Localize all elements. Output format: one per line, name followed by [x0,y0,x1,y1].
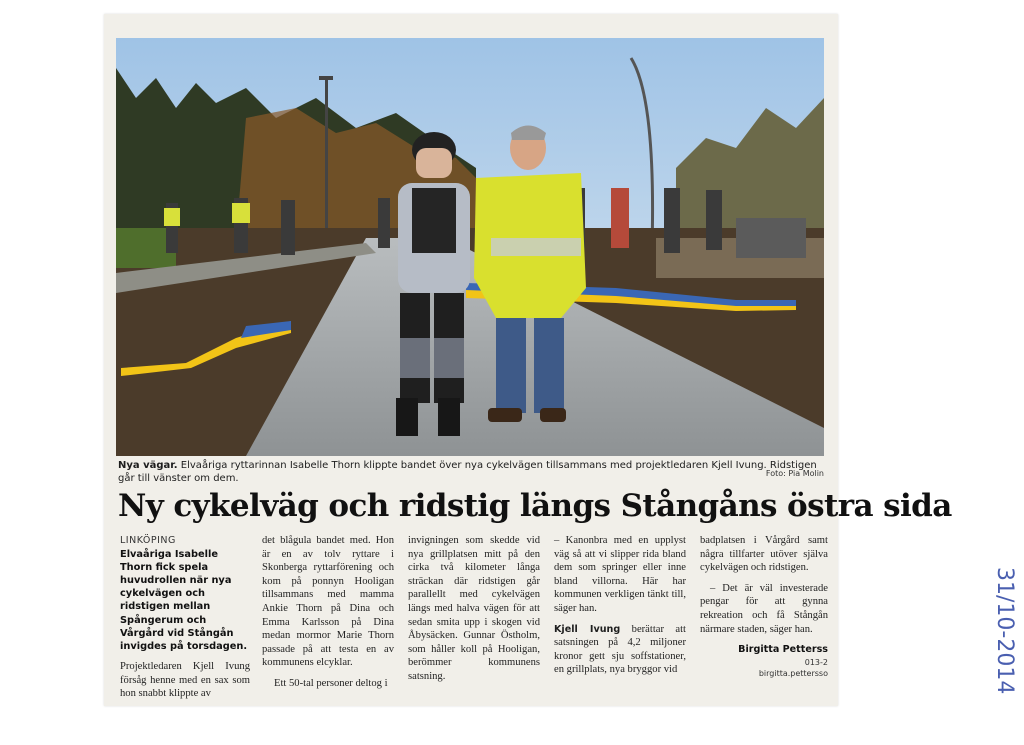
quoted-person-name: Kjell Ivung [554,623,621,635]
column-2-paragraph-1: det blågula bandet med. Hon är en av tolv ryttare i Skonberga ryttarförening och kom på ponnyn Hooligan tillsammans med mamma Ankie Thorn på Dina och Emma Karlsson på Dina medan mormor Marie Thorn passade på att testa en av kommunens elcyklar. [262,535,394,669]
newspaper-clipping [104,14,952,706]
dateline-place: LINKÖPING [120,535,176,546]
author-phone: 013-2 [804,657,828,667]
column-4-paragraph-2 [554,623,686,677]
article-column-4 [554,534,686,684]
column-5-paragraph-1: badplatsen i Vårgård samt några tillfarter utöver själva cykelvägen och ridstigen. [700,535,828,574]
column-4-paragraph-1: – Kanonbra med en upplyst väg så att vi slipper rida bland dem som springer eller inne bland villorna. Här har kommunen verkligen tänkt till, säger han. [554,535,686,614]
column-5-paragraph-2: – Det är väl investerade pengar för att gynna rekreation och få Stångån närmare staden, säger han. [700,582,828,635]
author-signature: Birgitta Petterss [738,644,828,656]
article-column-1 [120,534,250,708]
article-ingress: Elvaåriga Isabelle Thorn fick spela huvudrollen när nya cykelvägen och ridstigen mellan Spångerum och Vårgård vid Stångån invigdes på torsdagen. [120,548,248,653]
column-1-paragraph: Projektledaren Kjell Ivung försåg henne med en sax som hon snabbt klippte av [120,661,250,700]
author-email: birgitta.pettersso [758,668,828,678]
photo-caption [118,459,824,485]
photo-ribbon-cutting-icon [116,38,824,456]
article-column-3 [408,534,540,691]
handwritten-date [968,565,1017,705]
article-column-5 [700,534,828,679]
article-photo [116,38,824,456]
photo-credit: Foto: Pia Molin [765,469,824,478]
caption-text: Elvaåriga ryttarinnan Isabelle Thorn klippte bandet över nya cykelvägen tillsammans med projektledaren Kjell Ivung. Ridstigen går till vänster om dem. [118,460,817,484]
caption-lead: Nya vägar. [118,460,178,471]
column-4-paragraph-2-text: berättar att satsningen på 4,2 miljoner kronor gett sju soffstationer, en grillplats, nya bryggor vid [554,623,686,676]
handwritten-date-text: 31/10-2014 [992,567,1017,695]
column-3-paragraph: invigningen som skedde vid nya grillplatsen mitt på den cirka två kilometer långa sträckan där ridstigen går parallellt med cykelvägen längs med halva vägen för att sedan smita upp i skogen vid Åbysäcken. Gunnar Östholm, som håller koll på Hooligan, berömmer kommunens satsning. [408,535,540,682]
article-column-2 [262,534,394,698]
column-2-paragraph-2: Ett 50-tal personer deltog i [274,677,388,689]
headline: Ny cykelväg och ridstig längs Stångåns östra sida [118,488,952,524]
